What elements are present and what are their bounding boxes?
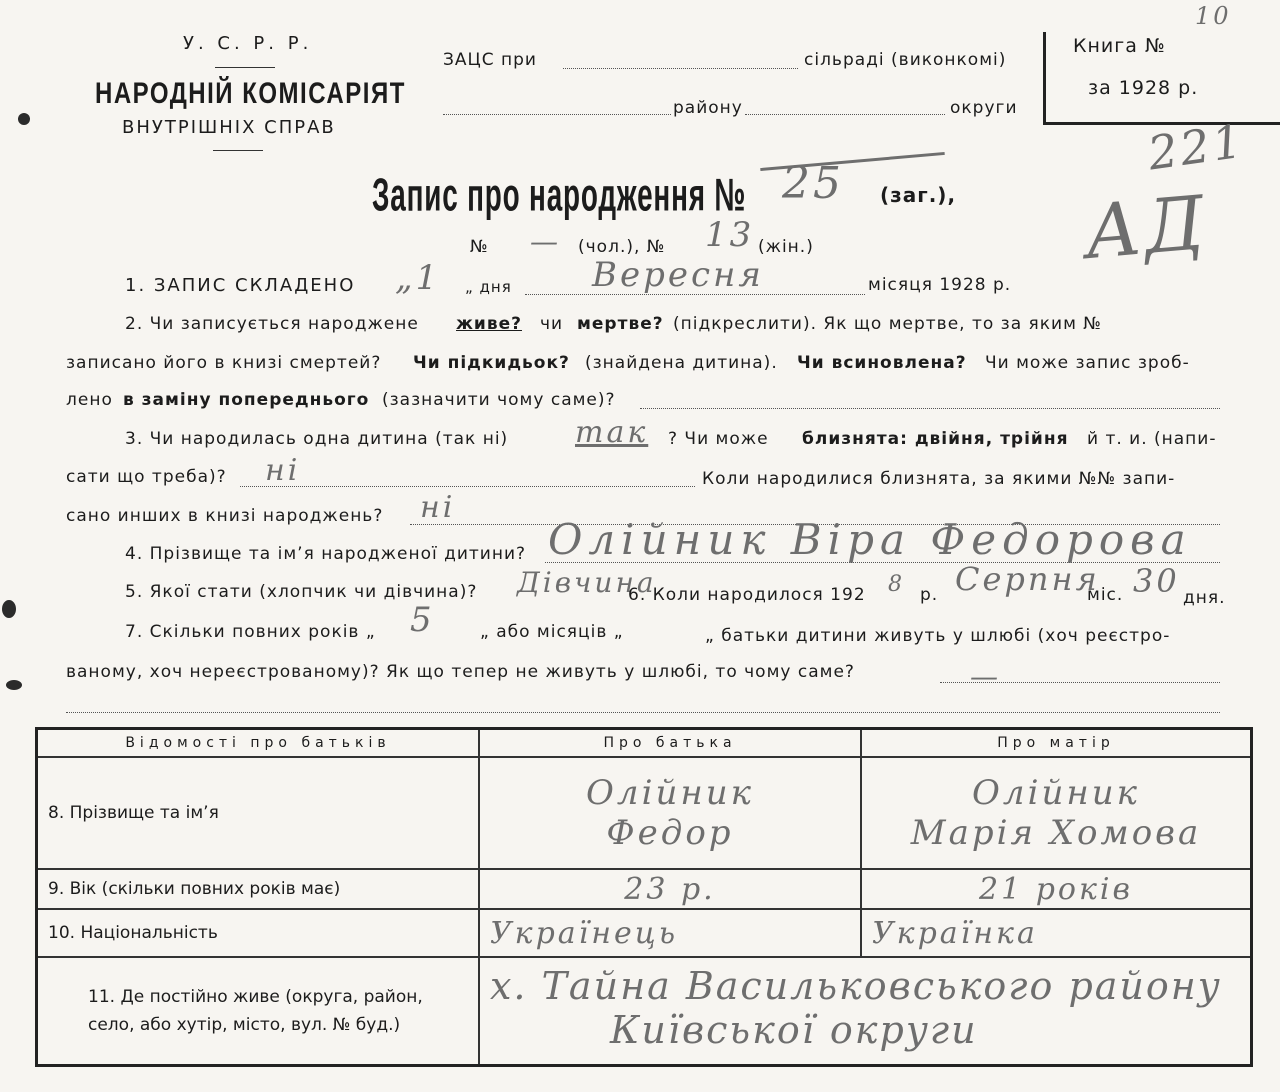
zags-prefix: ЗАЦС при: [443, 50, 537, 70]
divider: [215, 67, 275, 68]
no-label: №: [470, 237, 489, 257]
father-name: Федор: [606, 813, 734, 853]
item2-line2c: Чи може запис зроб-: [985, 353, 1190, 373]
item3-line3a: сано инших в книзі народжень?: [66, 506, 384, 526]
item3-line1b: ? Чи може: [668, 429, 769, 449]
item1-day-label: „ дня: [465, 278, 512, 296]
item3-fill-line: [240, 486, 695, 487]
district-label: району: [673, 98, 743, 118]
commissariat-title: НАРОДНІЙ КОМІСАРІЯТ: [95, 76, 406, 111]
item6-month: Серпня: [955, 560, 1100, 598]
table-row: [37, 757, 1252, 869]
item2-adopted: Чи всиновлена?: [797, 353, 967, 373]
row-label-text: 10. Національність: [48, 923, 218, 943]
item7-fill-line-2: [66, 712, 1220, 713]
corner-number: 10: [1195, 2, 1232, 30]
item3-line1a: 3. Чи народилась одна дитина (так ні): [125, 429, 509, 449]
row-label-text: 9. Вік (скільки повних років має): [48, 879, 341, 899]
item6-year-suffix: р.: [920, 585, 939, 605]
residence-cell: [479, 957, 1252, 1066]
father-age: 23 р.: [624, 871, 716, 907]
record-suffix: (заг.),: [880, 183, 957, 207]
parents-table: [35, 727, 1253, 1067]
item2-replacement: в заміну попереднього: [123, 390, 370, 410]
item2-alive: живе?: [456, 314, 522, 334]
mother-cell: [861, 909, 1252, 957]
row-label-text: 11. Де постійно живе (округа, район, село, або хутір, місто, вул. № буд.): [88, 987, 423, 1035]
item7-fill-line: [940, 682, 1220, 683]
item3-twins-answer: ні: [265, 453, 301, 488]
zags-fill-line: [563, 68, 798, 69]
mother-name: Марія Хомова: [910, 813, 1202, 853]
item6-day: 30: [1133, 562, 1180, 600]
father-cell: [479, 909, 861, 957]
col-header-mother: Про матір: [861, 729, 1252, 758]
male-number: —: [530, 225, 561, 258]
item7-line1b: „ або місяців „: [480, 622, 624, 642]
item2-fill-line: [640, 408, 1220, 409]
okrug-label: округи: [950, 98, 1018, 118]
scan-mark: [2, 600, 16, 618]
father-surname: Олійник: [586, 773, 754, 813]
mother-cell: [861, 757, 1252, 869]
item5-label: 5. Якої стати (хлопчик чи дівчина)?: [125, 582, 478, 602]
col-header-info: Відомості про батьків: [37, 729, 480, 758]
row-label-text: 8. Прізвище та ім’я: [48, 803, 219, 823]
margin-initials: АД: [1081, 179, 1211, 277]
item7-years: 5: [410, 600, 435, 640]
item3-line1c: й т. и. (напи-: [1087, 429, 1217, 449]
mother-residence: Київської округи: [610, 1008, 978, 1052]
item2-line2a: записано його в книзі смертей?: [66, 353, 382, 373]
item4-fill-line: [545, 562, 1220, 563]
father-cell: [479, 757, 861, 869]
father-residence: х. Тайна Васильковського району: [490, 964, 1222, 1008]
record-title: Запис про народження №: [372, 170, 747, 222]
district-fill-line: [443, 114, 671, 115]
item6-year-digit: 8: [888, 572, 905, 597]
row-label: [37, 909, 480, 957]
father-cell: [479, 869, 861, 909]
zags-suffix: сільраді (виконкомі): [804, 50, 1007, 70]
item2-line1: 2. Чи записується народжене: [125, 314, 419, 334]
item7-line1a: 7. Скільки повних років „: [125, 622, 376, 642]
item4-label: 4. Прізвище та ім’я народженої дитини?: [125, 544, 527, 564]
item7-line1c: „ батьки дитини живуть у шлюбі (хоч реєстро-: [705, 626, 1171, 646]
item1-month-line: [525, 294, 865, 295]
margin-note-number: 221: [1144, 113, 1249, 181]
female-label: (жін.): [758, 237, 814, 257]
col-header-father: Про батька: [479, 729, 861, 758]
department-title: ВНУТРІШНІХ СПРАВ: [122, 117, 336, 138]
row-label: [37, 757, 480, 869]
record-number: 25: [782, 158, 844, 209]
item2-foundling: Чи підкидьок?: [413, 353, 570, 373]
item6-month-label: міс.: [1087, 585, 1124, 605]
item3-single-answer: так: [575, 415, 649, 450]
mother-nationality: Українка: [872, 915, 1038, 951]
item4-child-name: Олійник Віра Федорова: [548, 515, 1192, 564]
book-label: Книга №: [1073, 35, 1166, 57]
item2-line1-rest: (підкреслити). Як що мертве, то за яким №: [673, 314, 1102, 334]
item2-line3a: лено: [66, 390, 113, 410]
book-year: за 1928 р.: [1088, 77, 1199, 99]
table-row: [37, 869, 1252, 909]
row-label: [37, 869, 480, 909]
item2-or: чи: [540, 314, 564, 334]
item5-sex: Дівчина: [517, 566, 657, 599]
item1-label: 1. ЗАПИС СКЛАДЕНО: [125, 275, 356, 296]
father-nationality: Українець: [490, 915, 679, 951]
mother-cell: [861, 869, 1252, 909]
item1-month: Вересня: [592, 255, 764, 295]
item1-month-label: місяця 1928 р.: [868, 275, 1012, 295]
item7-answer: —: [970, 660, 1001, 693]
item2-dead: мертве?: [577, 314, 664, 334]
item3-twins: близнята: двійня, трійня: [802, 429, 1069, 449]
male-label: (чол.), №: [578, 237, 666, 257]
row-label: [37, 957, 480, 1066]
republic-abbrev: У. С. Р. Р.: [183, 33, 313, 54]
scan-mark: [6, 680, 22, 690]
item3-line2b: Коли народилися близнята, за якими №№ запи-: [702, 469, 1176, 489]
item7-line2: ваному, хоч нереєстрованому)? Як що тепер не живуть у шлюбі, то чому саме?: [66, 662, 855, 682]
item6-label: 6. Коли народилося 192: [628, 585, 866, 605]
item3-others-answer: ні: [420, 490, 456, 525]
item6-day-label: дня.: [1183, 588, 1226, 608]
item2-line3b: (зазначити чому саме)?: [382, 390, 616, 410]
female-number: 13: [705, 215, 755, 255]
table-row: [37, 909, 1252, 957]
mother-age: 21 років: [979, 871, 1133, 907]
item3-line2a: сати що треба)?: [66, 467, 227, 487]
table-header-row: [37, 729, 1252, 758]
item1-day: „1: [395, 258, 441, 298]
okrug-fill-line: [745, 114, 945, 115]
divider: [213, 150, 263, 151]
mother-surname: Олійник: [972, 773, 1140, 813]
scan-mark: [18, 113, 30, 125]
item2-line2b: (знайдена дитина).: [585, 353, 778, 373]
table-row: [37, 957, 1252, 1066]
